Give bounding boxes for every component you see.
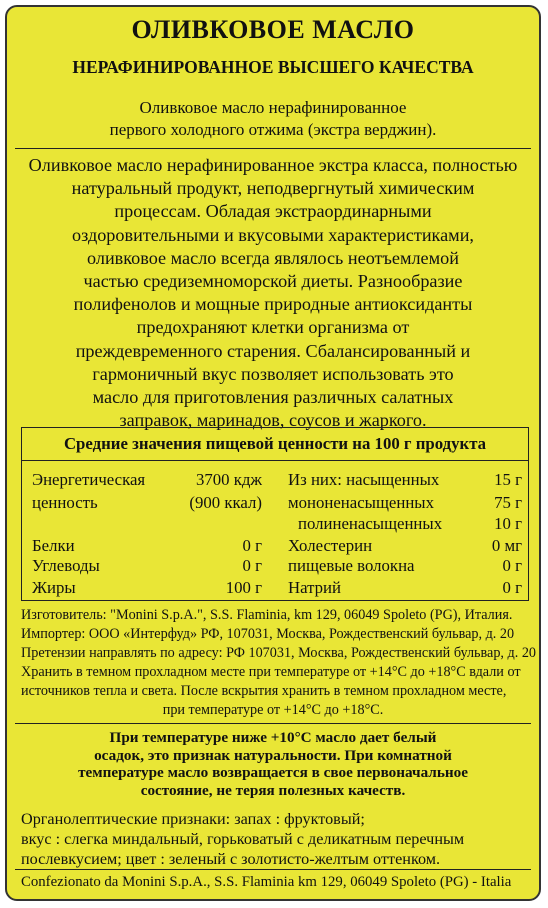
divider bbox=[15, 148, 531, 149]
organoleptic-line: послевкусием; цвет : зеленый с золотисто-желтым оттенком. bbox=[21, 850, 441, 868]
carbs-value: 0 г bbox=[242, 556, 262, 575]
fiber-label: пищевые волокна bbox=[288, 556, 415, 575]
description-line: гармоничный вкус позволяет использовать это bbox=[92, 363, 454, 384]
intro-text bbox=[7, 97, 539, 141]
description-line: предохраняют клетки организма от bbox=[136, 317, 410, 338]
fat-value: 100 г bbox=[225, 578, 262, 597]
nutrition-table-header: Средние значения пищевой ценности на 100 г продукта bbox=[22, 428, 528, 461]
packer-footer: Confezionato da Monini S.p.A., S.S. Flaminia km 129, 06049 Spoleto (PG) - Italia bbox=[21, 874, 512, 890]
description-line: процессам. Обладая экстраординарными bbox=[114, 201, 432, 222]
sediment-note bbox=[7, 729, 539, 799]
divider bbox=[15, 869, 531, 870]
protein-label: Белки bbox=[32, 536, 75, 555]
divider bbox=[15, 723, 531, 724]
cholesterol-label: Холестерин bbox=[288, 536, 373, 555]
note-line: состояние, не теряя полезных качеств. bbox=[140, 781, 406, 799]
polyunsaturated-label: полиненасыщенных bbox=[298, 514, 443, 533]
saturated-value: 15 г bbox=[494, 470, 522, 489]
product-subtitle: НЕРАФИНИРОВАННОЕ ВЫСШЕГО КАЧЕСТВА bbox=[72, 57, 474, 77]
description-line: оздоровительными и вкусовыми характеристиками, bbox=[72, 224, 474, 245]
intro-line: первого холодного отжима (экстра верджин). bbox=[109, 120, 437, 139]
product-label bbox=[5, 5, 541, 901]
fat-label: Жиры bbox=[32, 578, 76, 597]
description-line: частью средиземноморской диеты. Разнообразие bbox=[83, 271, 463, 292]
description-line: полифенолов и мощные природные антиоксиданты bbox=[73, 294, 473, 315]
sodium-label: Натрий bbox=[288, 578, 342, 597]
description-line: оливковое масло всегда являлось неотъемлемой bbox=[87, 247, 459, 268]
description-line: натуральный продукт, неподвергнутый химическим bbox=[71, 178, 475, 199]
storage-text: Хранить в темном прохладном месте при температуре от +14°С до +18°С вдали от bbox=[21, 664, 521, 680]
carbs-label: Углеводы bbox=[32, 556, 100, 575]
energy-label: ценность bbox=[32, 493, 98, 512]
saturated-label: Из них: насыщенных bbox=[288, 470, 440, 489]
organoleptic-line: вкус : слегка миндальный, горьковатый с деликатным перечным bbox=[21, 830, 465, 848]
nutrition-table bbox=[21, 427, 529, 601]
organoleptic-text bbox=[21, 809, 529, 869]
organoleptic-line: Органолептические признаки: запах : фруктовый; bbox=[21, 810, 365, 828]
description-line: Оливковое масло нерафинированное экстра класса, полностью bbox=[28, 155, 518, 175]
monounsaturated-label: мононенасыщенных bbox=[288, 493, 434, 512]
description-line: преждевременного старения. Сбалансированный и bbox=[75, 340, 471, 361]
storage-text: при температуре от +14°С до +18°С. bbox=[162, 702, 384, 718]
monounsaturated-value: 75 г bbox=[494, 493, 522, 512]
note-line: осадок, это признак натуральности. При комнатной bbox=[94, 746, 452, 764]
fiber-value: 0 г bbox=[502, 556, 522, 575]
product-title: ОЛИВКОВОЕ МАСЛО bbox=[131, 15, 415, 44]
note-line: температуре масло возвращается в свое первоначальное bbox=[78, 764, 468, 782]
cholesterol-value: 0 мг bbox=[491, 536, 522, 555]
energy-kcal-value: (900 ккал) bbox=[189, 493, 262, 512]
energy-kj-value: 3700 кдж bbox=[195, 470, 262, 489]
description-line: заправок, маринадов, соусов и жаркого. bbox=[119, 410, 427, 431]
storage-text: источников тепла и света. После вскрытия хранить в темном прохладном месте, bbox=[21, 683, 507, 699]
description-text bbox=[21, 154, 525, 432]
protein-value: 0 г bbox=[242, 536, 262, 555]
sodium-value: 0 г bbox=[502, 578, 522, 597]
energy-label: Энергетическая bbox=[32, 470, 146, 489]
manufacturer-text: Изготовитель: "Monini S.p.A.", S.S. Flaminia, km 129, 06049 Spoleto (PG), Италия. bbox=[21, 607, 513, 623]
importer-text: Импортер: ООО «Интерфуд» РФ, 107031, Москва, Рождественский бульвар, д. 20 bbox=[21, 626, 515, 642]
note-line: При температуре ниже +10°С масло дает белый bbox=[109, 729, 437, 746]
description-line: масло для приготовления различных салатных bbox=[92, 387, 454, 408]
claims-address-text: Претензии направлять по адресу: РФ 107031, Москва, Рождественский бульвар, д. 20 bbox=[21, 645, 537, 661]
intro-line: Оливковое масло нерафинированное bbox=[139, 98, 407, 117]
polyunsaturated-value: 10 г bbox=[494, 514, 522, 533]
